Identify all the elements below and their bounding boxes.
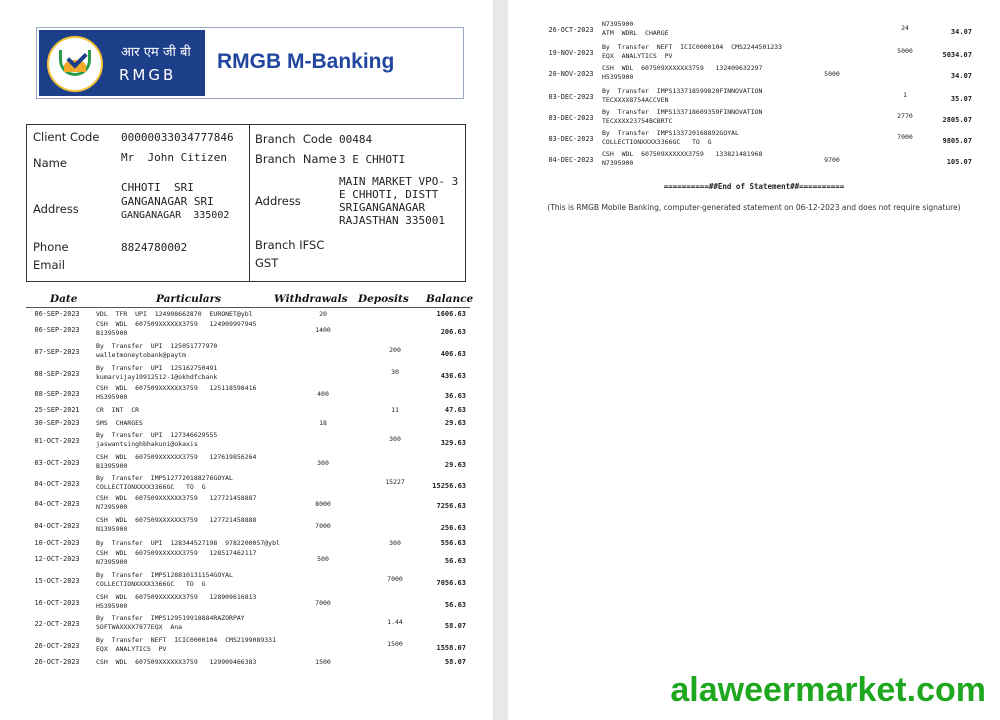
cell-withdrawal: 400: [317, 390, 329, 398]
logo-short-text: RMGB: [119, 66, 177, 84]
cell-date: 03-DEC-2023: [548, 135, 594, 143]
cell-balance: 329.63: [440, 439, 466, 447]
address-line-1: CHHOTI SRI: [121, 181, 194, 194]
cell-balance: 1558.07: [436, 644, 466, 652]
cell-date: 04-OCT-2023: [34, 500, 80, 508]
branch-address-line-3: SRIGANGANAGAR: [339, 201, 426, 214]
cell-date: 03-DEC-2023: [548, 114, 594, 122]
cell-date: 04-OCT-2023: [34, 480, 80, 488]
cell-particulars: By Transfer IMPS133720168892GOYAL COLLECTIONXXXX3366GC TO G: [602, 129, 739, 146]
cell-withdrawal: 8000: [315, 500, 331, 508]
watermark: alaweermarket.com: [670, 671, 986, 709]
bank-emblem-icon: [47, 36, 103, 92]
cell-balance: 36.63: [444, 392, 466, 400]
cell-date: 06-SEP-2023: [34, 310, 80, 318]
cell-particulars: CSH WDL 607509XXXXXX3759 124909997945 B1395900: [96, 320, 257, 337]
branch-address-line-4: RAJASTHAN 335001: [339, 214, 445, 227]
cell-particulars: By Transfer IMPS129519918884RAZORPAY SOFTWAXXXX7877EQX Ana: [96, 614, 245, 631]
cell-balance: 29.63: [444, 461, 466, 469]
client-code-value: 00000033034777846: [121, 131, 234, 144]
cell-date: 10-OCT-2023: [34, 539, 80, 547]
cell-deposit: 11: [391, 406, 399, 414]
cell-particulars: CSH WDL 607509XXXXXX3759 129909466383: [96, 658, 257, 666]
cell-balance: 556.63: [440, 539, 466, 547]
cell-withdrawal: 20: [319, 310, 327, 318]
cell-withdrawal: 18: [319, 419, 327, 427]
cell-particulars: By Transfer IMPS128810131154GOYAL COLLECTIONXXXX3366GC TO G: [96, 571, 233, 588]
cell-balance: 47.63: [444, 406, 466, 414]
cell-date: 07-SEP-2023: [34, 348, 80, 356]
cell-balance: 34.07: [950, 28, 972, 36]
branch-name-value: 3 E CHHOTI: [339, 153, 406, 166]
name-value: Mr John Citizen: [121, 151, 227, 164]
cell-balance: 256.63: [440, 524, 466, 532]
cell-balance: 56.63: [444, 601, 466, 609]
address-label: Address: [33, 202, 79, 216]
table-header: [26, 293, 474, 307]
cell-deposit: 5000: [897, 47, 913, 55]
cell-withdrawal: 1500: [315, 658, 331, 666]
cell-date: 01-OCT-2023: [34, 437, 80, 445]
cell-balance: 9805.07: [942, 137, 972, 145]
cell-date: 26-OCT-2023: [34, 658, 80, 666]
end-of-statement: ==========##End of Statement##==========: [663, 182, 845, 191]
cell-balance: 7056.63: [436, 579, 466, 587]
cell-particulars: By Transfer NEFT ICIC0000104 CMS2199089331 EQX ANALYTICS PV: [96, 636, 277, 653]
branch-name-label: Branch Name: [255, 152, 337, 166]
cell-withdrawal: 500: [317, 555, 329, 563]
cell-balance: 105.07: [946, 158, 972, 166]
cell-balance: 35.07: [950, 95, 972, 103]
cell-date: 30-SEP-2023: [34, 419, 80, 427]
branch-address-line-2: E CHHOTI, DISTT: [339, 188, 439, 201]
statement-page-1: [0, 0, 493, 720]
address-line-3: GANGANAGAR 335002: [121, 210, 230, 221]
cell-particulars: CSH WDL 607509XXXXXX3759 127721458887 N7395900: [96, 494, 257, 511]
cell-date: 25-SEP-2021: [34, 406, 80, 414]
branch-code-label: Branch Code: [255, 132, 333, 146]
cell-particulars: SMS CHARGES: [96, 419, 143, 427]
cell-particulars: CR INT CR: [96, 406, 140, 414]
cell-balance: 2805.07: [942, 116, 972, 124]
cell-date: 03-OCT-2023: [34, 459, 80, 467]
cell-balance: 15256.63: [432, 482, 466, 490]
cell-balance: 56.63: [444, 557, 466, 565]
col-date: Date: [50, 293, 78, 305]
cell-date: 22-OCT-2023: [34, 620, 80, 628]
cell-date: 08-SEP-2023: [34, 370, 80, 378]
cell-deposit: 15227: [385, 478, 405, 486]
brand-title: RMGB M-Banking: [217, 50, 395, 73]
cell-deposit: 2770: [897, 112, 913, 120]
customer-info-box: [26, 124, 466, 282]
cell-particulars: CSH WDL 607509XXXXXX3759 127721458888 N1395900: [96, 516, 257, 533]
cell-date: 19-NOV-2023: [548, 49, 594, 57]
cell-date: 04-OCT-2023: [34, 522, 80, 530]
cell-balance: 7256.63: [436, 502, 466, 510]
cell-particulars: CSH WDL 607509XXXXXX3759 125118598416 H5395900: [96, 384, 257, 401]
col-deposits: Deposits: [358, 293, 409, 305]
cell-deposit: 1: [903, 91, 907, 99]
cell-date: 26-OCT-2023: [548, 26, 594, 34]
cell-balance: 5034.07: [942, 51, 972, 59]
cell-withdrawal: 7000: [315, 599, 331, 607]
cell-deposit: 30: [391, 368, 399, 376]
cell-deposit: 24: [901, 24, 909, 32]
cell-date: 06-SEP-2023: [34, 326, 80, 334]
cell-particulars: N7395900 ATM WDRL CHARGE: [602, 20, 669, 37]
cell-date: 08-SEP-2023: [34, 390, 80, 398]
cell-deposit: 300: [389, 539, 401, 547]
gst-label: GST: [255, 256, 279, 270]
cell-balance: 436.63: [440, 372, 466, 380]
branch-ifsc-label: Branch IFSC: [255, 238, 325, 252]
cell-date: 26-OCT-2023: [34, 642, 80, 650]
cell-deposit: 200: [389, 346, 401, 354]
cell-balance: 58.07: [444, 658, 466, 666]
cell-date: 04-DEC-2023: [548, 156, 594, 164]
cell-deposit: 7000: [387, 575, 403, 583]
cell-particulars: CSH WDL 607509XXXXXX3759 128517462117 N7395900: [96, 549, 257, 566]
bank-header: [36, 27, 464, 99]
cell-deposit: 1500: [387, 640, 403, 648]
bank-logo: [39, 30, 205, 96]
cell-particulars: By Transfer IMPS133718599820FINNOVATION TECXXXX8754ACCVEN: [602, 87, 763, 104]
cell-date: 03-DEC-2023: [548, 93, 594, 101]
cell-particulars: By Transfer IMPS133718609359FINNOVATION TECXXXX23754BCBRTC: [602, 108, 763, 125]
cell-withdrawal: 5000: [824, 70, 840, 78]
cell-particulars: By Transfer UPI 127346629555 jaswantsinghbhakuni@okaxis: [96, 431, 218, 448]
cell-particulars: CSH WDL 607509XXXXXX3759 127619856264 B1395900: [96, 453, 257, 470]
phone-value: 8824780002: [121, 241, 188, 254]
name-label: Name: [33, 156, 67, 170]
cell-balance: 58.07: [444, 622, 466, 630]
col-balance: Balance: [426, 293, 474, 305]
cell-balance: 34.07: [950, 72, 972, 80]
logo-hindi-text: आर एम जी बी: [121, 45, 191, 60]
col-withdrawals: Withdrawals: [274, 293, 348, 305]
cell-date: 12-OCT-2023: [34, 555, 80, 563]
cell-balance: 29.63: [444, 419, 466, 427]
cell-date: 15-OCT-2023: [34, 577, 80, 585]
cell-balance: 1606.63: [436, 310, 466, 318]
address-line-2: GANGANAGAR SRI: [121, 195, 214, 208]
cell-deposit: 7000: [897, 133, 913, 141]
cell-deposit: 1.44: [387, 618, 403, 626]
cell-deposit: 300: [389, 435, 401, 443]
cell-particulars: VDL TFR UPI 124908662870 EURONET@ybl: [96, 310, 253, 318]
cell-particulars: CSH WDL 607509XXXXXX3759 128909616813 H5395900: [96, 593, 257, 610]
cell-particulars: By Transfer UPI 125162750491 kumarvijay19912512-1@okhdfcbank: [96, 364, 218, 381]
cell-withdrawal: 7000: [315, 522, 331, 530]
branch-address-label: Address: [255, 194, 301, 208]
disclaimer-note: (This is RMGB Mobile Banking, computer-generated statement on 06-12-2023 and does not require signature): [547, 203, 961, 212]
col-particulars: Particulars: [156, 293, 222, 305]
cell-particulars: By Transfer NEFT ICIC0000104 CMS2244501233 EQX ANALYTICS PV: [602, 43, 783, 60]
cell-particulars: By Transfer UPI 128344527198 9782200057@ybl: [96, 539, 280, 547]
cell-particulars: By Transfer IMPS127720188276GOYAL COLLECTIONXXXX3366GC TO G: [96, 474, 233, 491]
cell-balance: 406.63: [440, 350, 466, 358]
cell-withdrawal: 1400: [315, 326, 331, 334]
branch-code-value: 00484: [339, 133, 373, 146]
branch-address-line-1: MAIN MARKET VPO- 3: [339, 175, 459, 188]
client-code-label: Client Code: [33, 130, 100, 144]
header-rule: [26, 307, 470, 308]
cell-particulars: CSH WDL 607509XXXXXX3759 133821481968 N7395900: [602, 150, 763, 167]
email-label: Email: [33, 258, 65, 272]
cell-date: 20-NOV-2023: [548, 70, 594, 78]
cell-particulars: By Transfer UPI 125051777970 walletmoneytobank@paytm: [96, 342, 218, 359]
cell-date: 16-OCT-2023: [34, 599, 80, 607]
phone-label: Phone: [33, 240, 69, 254]
cell-withdrawal: 9700: [824, 156, 840, 164]
cell-balance: 206.63: [440, 328, 466, 336]
statement-page-2: [508, 0, 1000, 720]
cell-particulars: CSH WDL 607509XXXXXX3759 132409632297 H5395900: [602, 64, 763, 81]
cell-withdrawal: 300: [317, 459, 329, 467]
